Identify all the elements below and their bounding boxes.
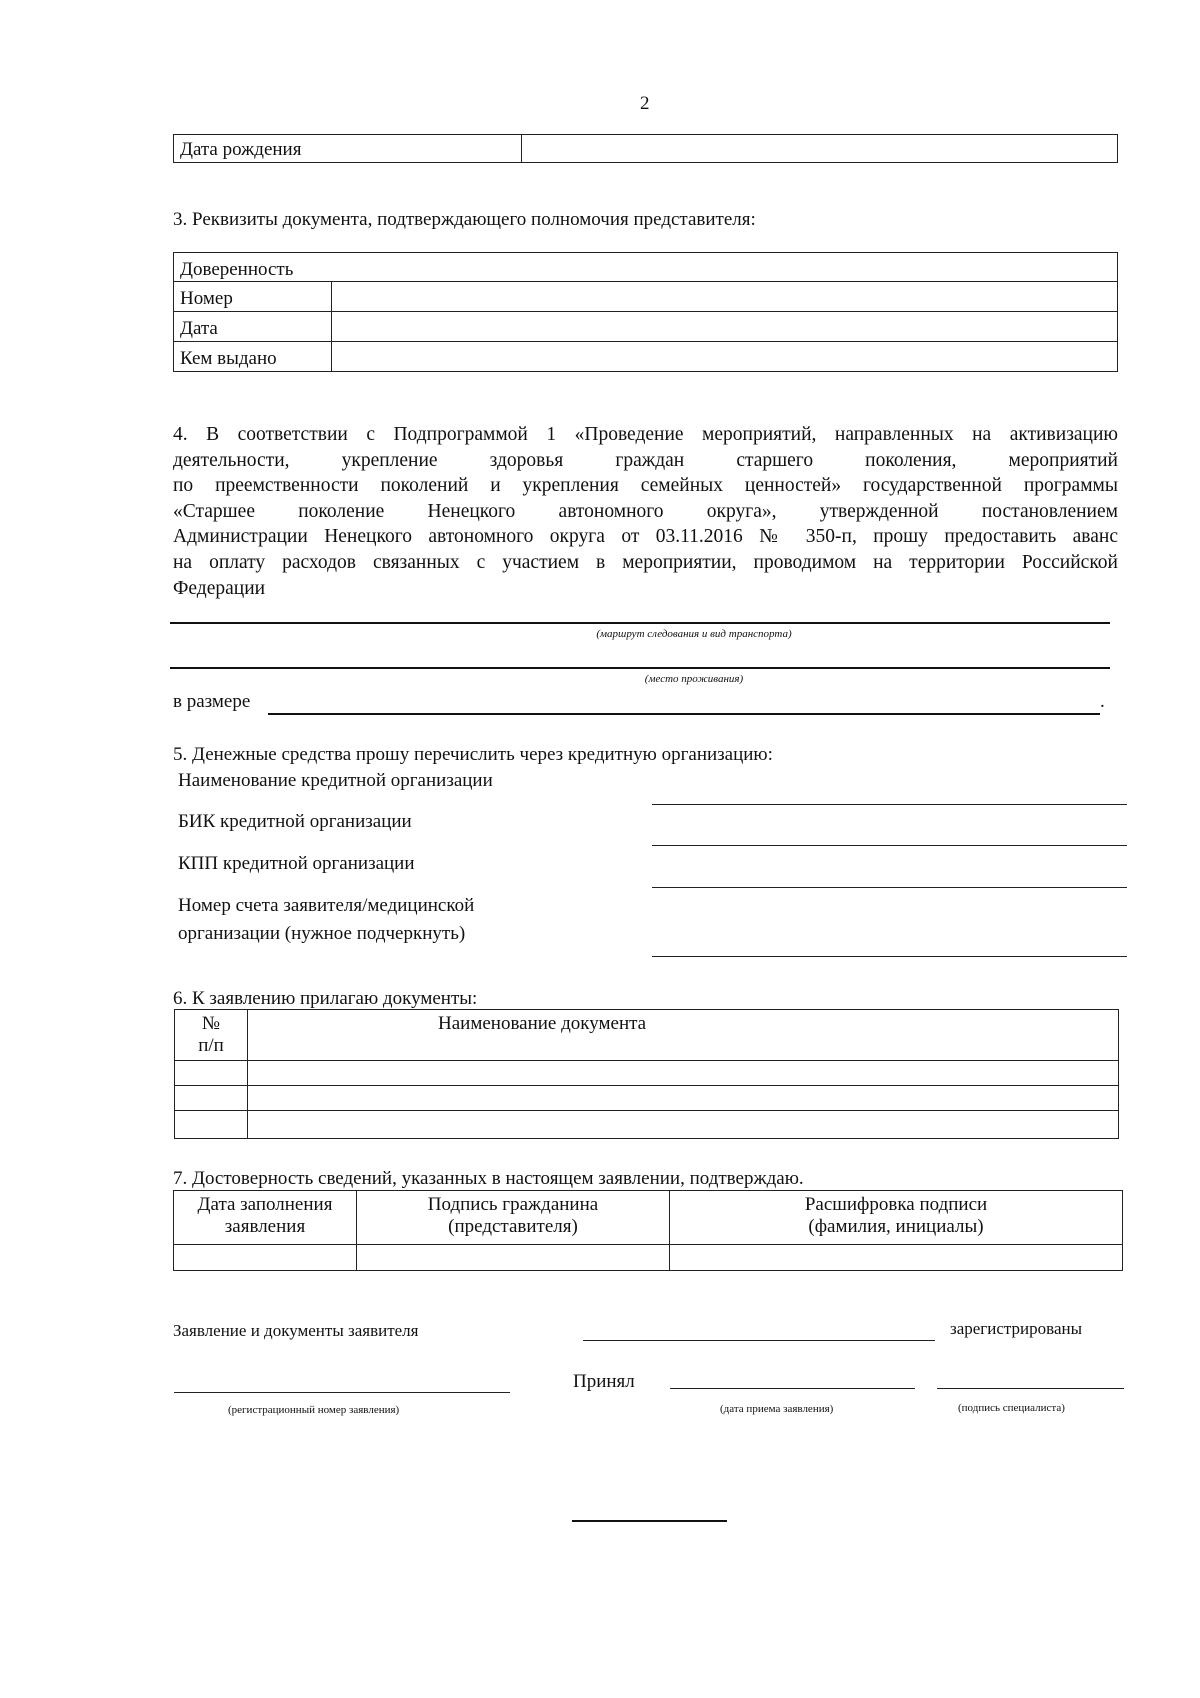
- residence-line[interactable]: [170, 667, 1110, 669]
- col-decoding-2: (фамилия, инициалы): [808, 1216, 984, 1237]
- birth-date-field[interactable]: [522, 135, 1118, 163]
- row-issued-by-label: Кем выдано: [174, 342, 332, 372]
- col-signature-2: (представителя): [448, 1216, 578, 1237]
- amount-end: .: [1100, 691, 1105, 712]
- end-divider: [572, 1520, 727, 1522]
- doc-name-cell[interactable]: [248, 1061, 1119, 1086]
- row-number-label: Номер: [174, 282, 332, 312]
- doc-number-cell[interactable]: [175, 1061, 248, 1086]
- table-row: [175, 1086, 1119, 1111]
- date-field[interactable]: [332, 312, 1118, 342]
- section4-line-5: Администрации Ненецкого автономного округа от 03.11.2016 № 350-п, прошу предоставить аванс: [173, 526, 1118, 548]
- section3-title: 3. Реквизиты документа, подтверждающего полномочия представителя:: [173, 209, 756, 230]
- col-signature-header: [357, 1191, 670, 1245]
- col-number-header: [175, 1010, 248, 1061]
- row-date-label: Дата: [174, 312, 332, 342]
- bank-name-label: Наименование кредитной организации: [178, 770, 493, 791]
- route-line[interactable]: [170, 622, 1110, 624]
- section4-line-3: по преемственности поколений и укрепления семейных ценностей» государственной программы: [173, 475, 1118, 497]
- doc-name-cell[interactable]: [248, 1086, 1119, 1111]
- col-fill-date-2: заявления: [224, 1216, 306, 1237]
- row-power-of-attorney: Доверенность: [174, 253, 1118, 282]
- registered-line[interactable]: [583, 1340, 935, 1341]
- col-doc-name-header: Наименование документа: [248, 1010, 1119, 1061]
- section5-title: 5. Денежные средства прошу перечислить через кредитную организацию:: [173, 744, 773, 765]
- amount-line[interactable]: [268, 713, 1100, 715]
- bank-name-line[interactable]: [652, 804, 1127, 805]
- col-number-header-1: №: [201, 1013, 221, 1034]
- section7-title: 7. Достоверность сведений, указанных в настоящем заявлении, подтверждаю.: [173, 1168, 804, 1189]
- section6-title: 6. К заявлению прилагаю документы:: [173, 988, 478, 1009]
- col-fill-date-header: [174, 1191, 357, 1245]
- col-fill-date-1: Дата заполнения: [197, 1194, 333, 1215]
- fill-date-cell[interactable]: [174, 1245, 357, 1271]
- account-label-line2: организации (нужное подчеркнуть): [178, 923, 466, 944]
- docs-label: Заявление и документы заявителя: [173, 1321, 419, 1340]
- specialist-signature-line[interactable]: [937, 1388, 1124, 1389]
- caption-specialist-signature: (подпись специалиста): [958, 1402, 1065, 1414]
- section4-paragraph: [173, 422, 1118, 601]
- table-row: [175, 1111, 1119, 1139]
- birth-date-table: [173, 134, 1118, 163]
- signature-cell[interactable]: [357, 1245, 670, 1271]
- doc-number-cell[interactable]: [175, 1111, 248, 1139]
- registered-label: зарегистрированы: [950, 1319, 1083, 1338]
- account-line[interactable]: [652, 956, 1127, 957]
- bik-line[interactable]: [652, 845, 1127, 846]
- caption-route: (маршрут следования и вид транспорта): [596, 628, 792, 640]
- section4-line-4: «Старшее поколение Ненецкого автономного округа», утвержденной постановлением: [173, 500, 1118, 522]
- bik-label: БИК кредитной организации: [178, 811, 412, 832]
- doc-number-cell[interactable]: [175, 1086, 248, 1111]
- reg-number-line[interactable]: [174, 1392, 510, 1393]
- table-row: [175, 1061, 1119, 1086]
- table-row: [174, 1245, 1123, 1271]
- col-number-header-2: п/п: [198, 1035, 224, 1056]
- col-decoding-header: [670, 1191, 1123, 1245]
- section4-line-1: 4. В соответствии с Подпрограммой 1 «Проведение мероприятий, направленных на активизацию: [173, 424, 1118, 445]
- col-signature-1: Подпись гражданина: [427, 1194, 599, 1215]
- attached-documents-table: [174, 1009, 1119, 1139]
- section4-line-6: на оплату расходов связанных с участием в мероприятии, проводимом на территории Российской: [173, 551, 1118, 573]
- confirmation-table: [173, 1190, 1123, 1271]
- birth-date-label: Дата рождения: [174, 135, 522, 163]
- accepted-label: Принял: [573, 1371, 635, 1392]
- kpp-label: КПП кредитной организации: [178, 853, 415, 874]
- account-label-line1: Номер счета заявителя/медицинской: [178, 895, 475, 916]
- section4-line-2: деятельности, укрепление здоровья граждан старшего поколения, мероприятий: [173, 449, 1118, 471]
- col-decoding-1: Расшифровка подписи: [804, 1194, 988, 1215]
- page-number: 2: [640, 93, 650, 114]
- kpp-line[interactable]: [652, 887, 1127, 888]
- issued-by-field[interactable]: [332, 342, 1118, 372]
- section4-line-7: Федерации: [173, 577, 266, 599]
- doc-name-cell[interactable]: [248, 1111, 1119, 1139]
- authority-document-table: [173, 252, 1118, 372]
- decoding-cell[interactable]: [670, 1245, 1123, 1271]
- amount-label: в размере: [173, 691, 251, 712]
- caption-reg-number: (регистрационный номер заявления): [228, 1404, 400, 1416]
- accept-date-line[interactable]: [670, 1388, 915, 1389]
- number-field[interactable]: [332, 282, 1118, 312]
- caption-residence: (место проживания): [644, 673, 744, 685]
- caption-accept-date: (дата приема заявления): [720, 1403, 834, 1415]
